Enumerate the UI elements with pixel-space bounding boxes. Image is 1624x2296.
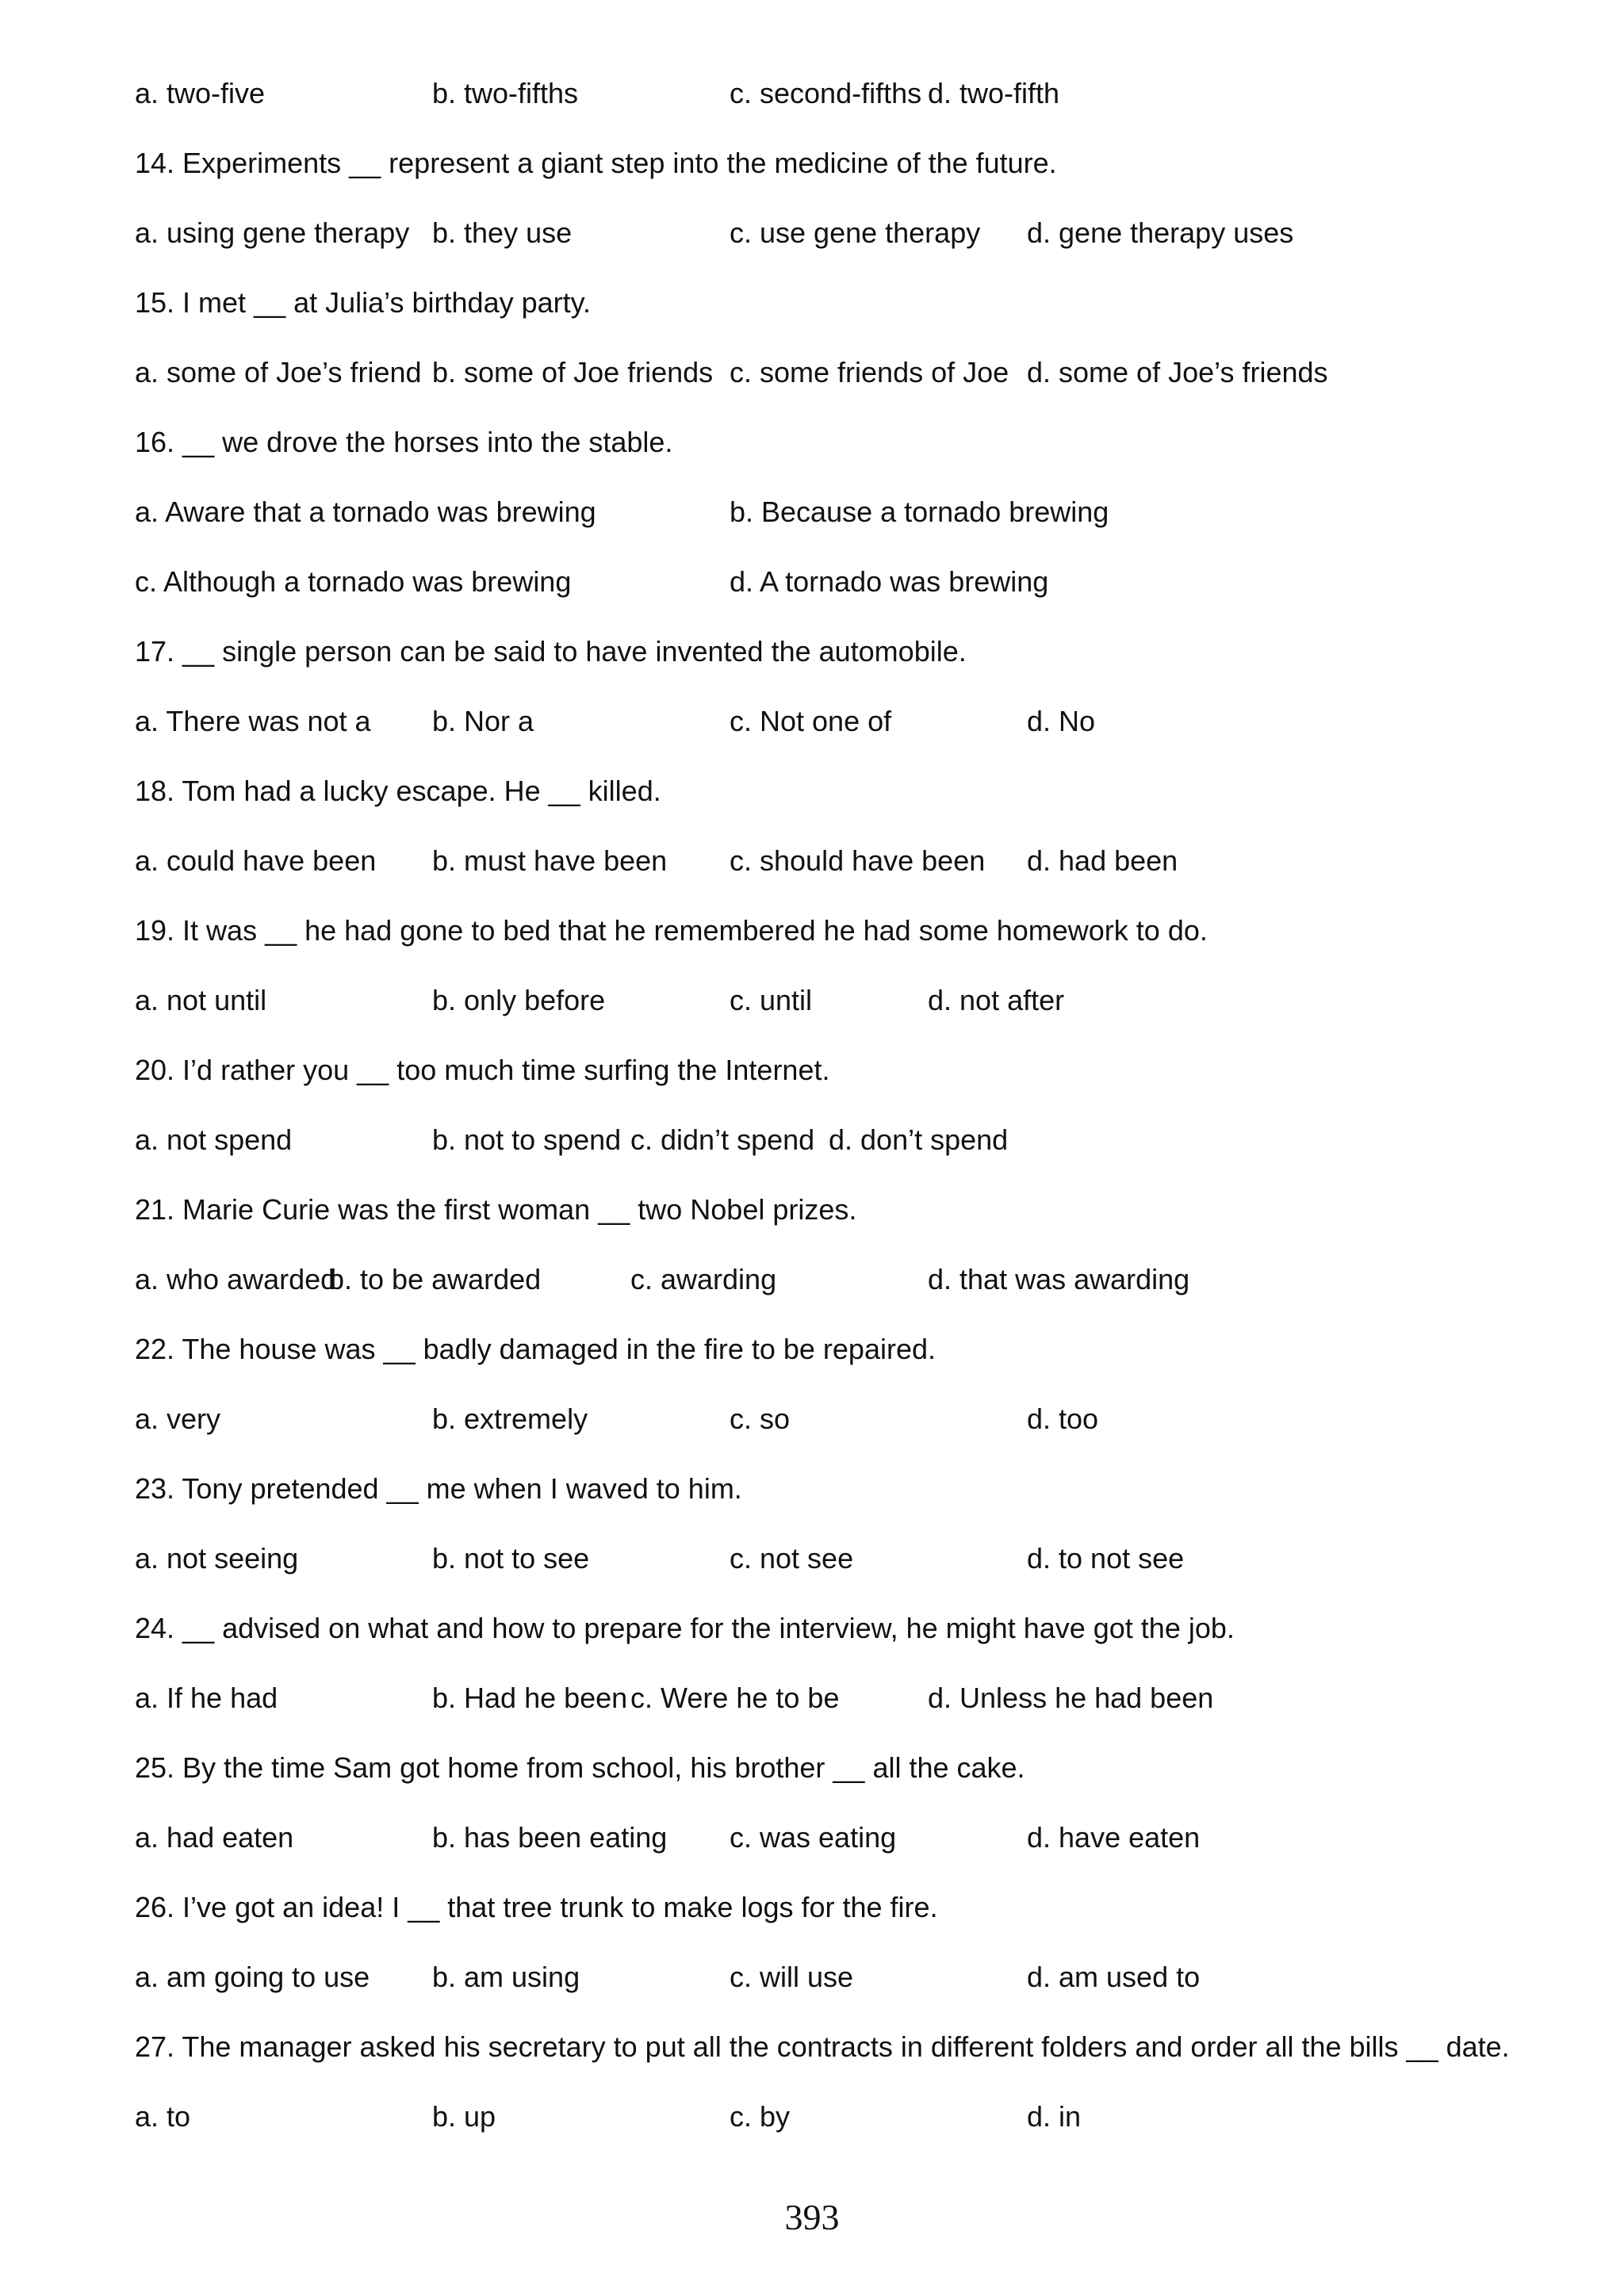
question-18: 18. Tom had a lucky escape. He __ killed. <box>135 775 661 807</box>
question-16: 16. __ we drove the horses into the stable. <box>135 426 673 458</box>
option-c: c. Although a tornado was brewing <box>135 565 572 598</box>
option-a: a. to <box>135 2100 191 2133</box>
option-b: b. Had he been <box>432 1682 628 1714</box>
option-c: c. not see <box>730 1542 854 1575</box>
question-25: 25. By the time Sam got home from school, his brother __ all the cake. <box>135 1751 1025 1784</box>
option-c: c. by <box>730 2100 791 2133</box>
question-24: 24. __ advised on what and how to prepare for the interview, he might have got the job. <box>135 1612 1235 1644</box>
option-c: c. should have been <box>730 844 986 877</box>
option-a: a. two-five <box>135 77 266 109</box>
option-b: b. only before <box>432 984 606 1016</box>
option-a: a. Aware that a tornado was brewing <box>135 496 596 528</box>
option-d: d. too <box>1027 1402 1099 1435</box>
option-c: c. didn’t spend <box>630 1123 815 1156</box>
option-d: d. two-fifth <box>928 77 1060 109</box>
option-c: c. was eating <box>730 1821 897 1854</box>
option-d: d. am used to <box>1027 1961 1201 1993</box>
option-d: d. A tornado was brewing <box>730 565 1049 598</box>
option-d: d. not after <box>928 984 1065 1016</box>
option-b: b. to be awarded <box>328 1263 542 1295</box>
question-22: 22. The house was __ badly damaged in the fire to be repaired. <box>135 1333 936 1365</box>
option-c: c. Not one of <box>730 705 892 737</box>
option-b: b. Because a tornado brewing <box>730 496 1109 528</box>
option-b: b. has been eating <box>432 1821 668 1854</box>
option-a: a. could have been <box>135 844 377 877</box>
option-c: c. so <box>730 1402 791 1435</box>
page-number: 393 <box>784 2197 840 2237</box>
option-a: a. very <box>135 1402 221 1435</box>
question-26: 26. I’ve got an idea! I __ that tree trunk to make logs for the fire. <box>135 1891 938 1923</box>
question-23: 23. Tony pretended __ me when I waved to him. <box>135 1472 742 1505</box>
option-b: b. they use <box>432 216 573 249</box>
option-d: d. have eaten <box>1027 1821 1201 1854</box>
option-a: a. not spend <box>135 1123 293 1156</box>
option-b: b. am using <box>432 1961 580 1993</box>
option-c: c. Were he to be <box>630 1682 840 1714</box>
question-21: 21. Marie Curie was the first woman __ two Nobel prizes. <box>135 1193 857 1226</box>
option-a: a. If he had <box>135 1682 278 1714</box>
option-c: c. will use <box>730 1961 854 1993</box>
option-b: b. two-fifths <box>432 77 579 109</box>
option-b: b. must have been <box>432 844 668 877</box>
option-d: d. in <box>1027 2100 1082 2133</box>
option-d: d. don’t spend <box>829 1123 1009 1156</box>
question-19: 19. It was __ he had gone to bed that he remembered he had some homework to do. <box>135 914 1208 947</box>
option-a: a. had eaten <box>135 1821 294 1854</box>
option-d: d. that was awarding <box>928 1263 1190 1295</box>
option-b: b. up <box>432 2100 496 2133</box>
option-a: a. using gene therapy <box>135 216 410 249</box>
option-d: d. Unless he had been <box>928 1682 1214 1714</box>
question-27: 27. The manager asked his secretary to put all the contracts in different folders and order all the bills __ date. <box>135 2030 1510 2063</box>
option-d: d. No <box>1027 705 1096 737</box>
option-d: d. some of Joe’s friends <box>1027 356 1328 388</box>
option-a: a. am going to use <box>135 1961 370 1993</box>
option-c: c. use gene therapy <box>730 216 981 249</box>
option-b: b. not to spend <box>432 1123 622 1156</box>
option-a: a. not until <box>135 984 267 1016</box>
option-a: a. who awarded <box>135 1263 337 1295</box>
option-b: b. not to see <box>432 1542 590 1575</box>
question-20: 20. I’d rather you __ too much time surfing the Internet. <box>135 1054 830 1086</box>
option-b: b. extremely <box>432 1402 588 1435</box>
option-c: c. awarding <box>630 1263 777 1295</box>
option-d: d. to not see <box>1027 1542 1185 1575</box>
question-17: 17. __ single person can be said to have invented the automobile. <box>135 635 967 668</box>
option-d: d. had been <box>1027 844 1178 877</box>
option-a: a. There was not a <box>135 705 371 737</box>
option-c: c. until <box>730 984 813 1016</box>
option-b: b. Nor a <box>432 705 534 737</box>
question-15: 15. I met __ at Julia’s birthday party. <box>135 286 591 319</box>
option-b: b. some of Joe friends <box>432 356 714 388</box>
option-c: c. some friends of Joe <box>730 356 1009 388</box>
option-c: c. second-fifths <box>730 77 922 109</box>
option-d: d. gene therapy uses <box>1027 216 1294 249</box>
option-a: a. not seeing <box>135 1542 299 1575</box>
option-a: a. some of Joe’s friend <box>135 356 422 388</box>
question-14: 14. Experiments __ represent a giant step into the medicine of the future. <box>135 147 1057 179</box>
